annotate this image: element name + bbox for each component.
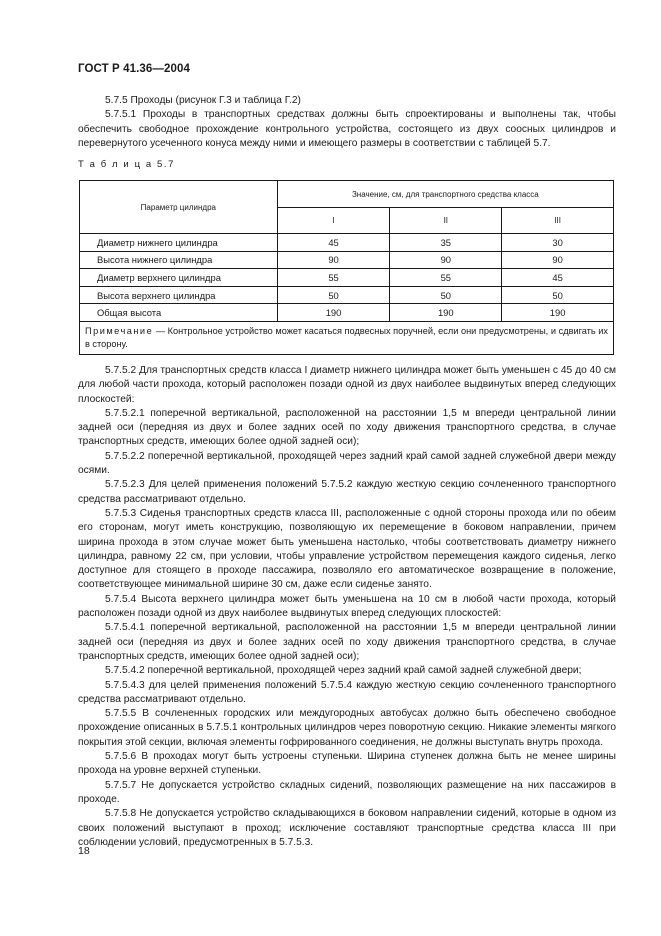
paragraph: 5.7.5.4.1 поперечной вертикальной, расположенной на расстоянии 1,5 м впереди центральной линии задней оси (передняя из двух и более задних осей по ходу движения транспортного средства, в случае транспортных средств, имеющих более одной задней оси); [78, 622, 616, 662]
class-header: I [277, 208, 390, 234]
value-cell: 45 [277, 234, 390, 252]
table-row [80, 251, 614, 269]
table-caption: Т а б л и ц а 5.7 [78, 159, 175, 170]
value-cell: 35 [390, 234, 502, 252]
value-cell: 90 [277, 251, 390, 269]
value-cell: 45 [502, 269, 614, 287]
paragraph: 5.7.5.2.1 поперечной вертикальной, расположенной на расстоянии 1,5 м впереди центральной линии задней оси (передняя из двух и более задних осей по ходу движения транспортного средства, в случае транспортных средств, имеющих более одной задней оси); [78, 407, 616, 448]
value-column-header: Значение, см, для транспортного средства класса [277, 181, 613, 208]
cylinder-parameters-table [79, 180, 614, 355]
paragraph: 5.7.5.5 В сочлененных городских или междугородных автобусах должно быть обеспечено свободное прохождение описанных в 5.7.5.1 контрольных цилиндров через поворотную секцию. Никакие элементы мягкого покрытия этой секции, включая элементы гофрированного соединения, не должны выступать внутрь прохода. [78, 708, 616, 748]
param-cell: Общая высота [80, 304, 278, 322]
param-cell: Диаметр нижнего цилиндра [80, 234, 278, 252]
body-section [78, 364, 616, 850]
paragraph: 5.7.5.4.3 для целей применения положений 5.7.5.4 каждую жесткую секцию сочлененного транспортного средства рассматривают отдельно. [78, 679, 616, 705]
value-cell: 190 [390, 304, 502, 322]
paragraph: 5.7.5.4 Высота верхнего цилиндра может быть уменьшена на 10 см в любой части прохода, который расположен позади одной из двух наиболее выдвинутых вперед следующих плоскостей: [78, 593, 616, 620]
paragraph: 5.7.5.1 Проходы в транспортных средствах должны быть спроектированы и выполнены так, чтобы обеспечить свободное прохождение контрольного устройства, состоящего из двух соосных цилиндров и перевернутого усеченного конуса между ними и имеющего размеры в соответствии с таблицей 5.7. [78, 109, 616, 149]
value-cell: 55 [390, 269, 502, 287]
paragraph: 5.7.5.8 Не допускается устройство складывающихся в боковом направлении сидений, которые в одном из своих положений выступают в проход; исключение составляют транспортные средства класса III при соблюдении условий, предусмотренных в 5.7.5.3. [78, 808, 616, 848]
paragraph: 5.7.5.2 Для транспортных средств класса I диаметр нижнего цилиндра может быть уменьшен с 45 до 40 см для любой части прохода, который расположен позади одной из двух наиболее выдвинутых вперед следующих плоскостей: [78, 365, 616, 405]
table-note [80, 321, 614, 354]
paragraph: 5.7.5.3 Сиденья транспортных средств класса III, расположенные с одной стороны прохода или по обеим его сторонам, могут иметь конструкцию, позволяющую их перемещение в боковом направлении, причем ширина прохода в этом случае может быть уменьшена настолько, чтобы соответствовать диаметру нижнего цилиндра, равному 22 см, при условии, чтобы управление устройством перемещения каждого сиденья, легко доступное для стоящего в проходе пассажира, позволяло его автоматическое возвращение в положение, соответствующее минимальной ширине 30 см, даже если сиденье занято. [78, 507, 616, 591]
value-cell: 190 [277, 304, 390, 322]
param-column-header: Параметр цилиндра [80, 181, 278, 234]
paragraph: 5.7.5.6 В проходах могут быть устроены ступеньки. Ширина ступенек должна быть не менее ширины прохода на уровне верхней ступеньки. [78, 751, 616, 777]
table-row [80, 304, 614, 322]
intro-section [78, 94, 616, 151]
section-heading: 5.7.5 Проходы (рисунок Г.3 и таблица Г.2) [105, 95, 301, 106]
value-cell: 50 [502, 286, 614, 304]
paragraph: 5.7.5.7 Не допускается устройство складных сидений, позволяющих размещение на них пассажиров в проходе. [78, 779, 616, 805]
value-cell: 90 [502, 251, 614, 269]
value-cell: 50 [390, 286, 502, 304]
note-text: — Контрольное устройство может касаться подвесных поручней, если они предусмотрены, и сдвигать их в сторону. [85, 325, 608, 349]
page-number: 18 [78, 845, 90, 857]
document-id-header: ГОСТ Р 41.36—2004 [78, 63, 190, 75]
note-label: Примечание [85, 325, 154, 336]
paragraph: 5.7.5.2.2 поперечной вертикальной, проходящей через задний край самой задней служебной двери между осями. [78, 450, 616, 477]
value-cell: 55 [277, 269, 390, 287]
table-row [80, 286, 614, 304]
param-cell: Диаметр верхнего цилиндра [80, 269, 278, 287]
paragraph: 5.7.5.4.2 поперечной вертикальной, проходящей через задний край самой задней служебной двери; [105, 665, 582, 677]
paragraph: 5.7.5.2.3 Для целей применения положений 5.7.5.2 каждую жесткую секцию сочлененного транспортного средства рассматривают отдельно. [78, 479, 616, 505]
table-row [80, 234, 614, 252]
value-cell: 90 [390, 251, 502, 269]
value-cell: 50 [277, 286, 390, 304]
class-header: III [502, 208, 614, 234]
table-row [80, 269, 614, 287]
param-cell: Высота верхнего цилиндра [80, 286, 278, 304]
class-header: II [390, 208, 502, 234]
value-cell: 190 [502, 304, 614, 322]
value-cell: 30 [502, 234, 614, 252]
param-cell: Высота нижнего цилиндра [80, 251, 278, 269]
